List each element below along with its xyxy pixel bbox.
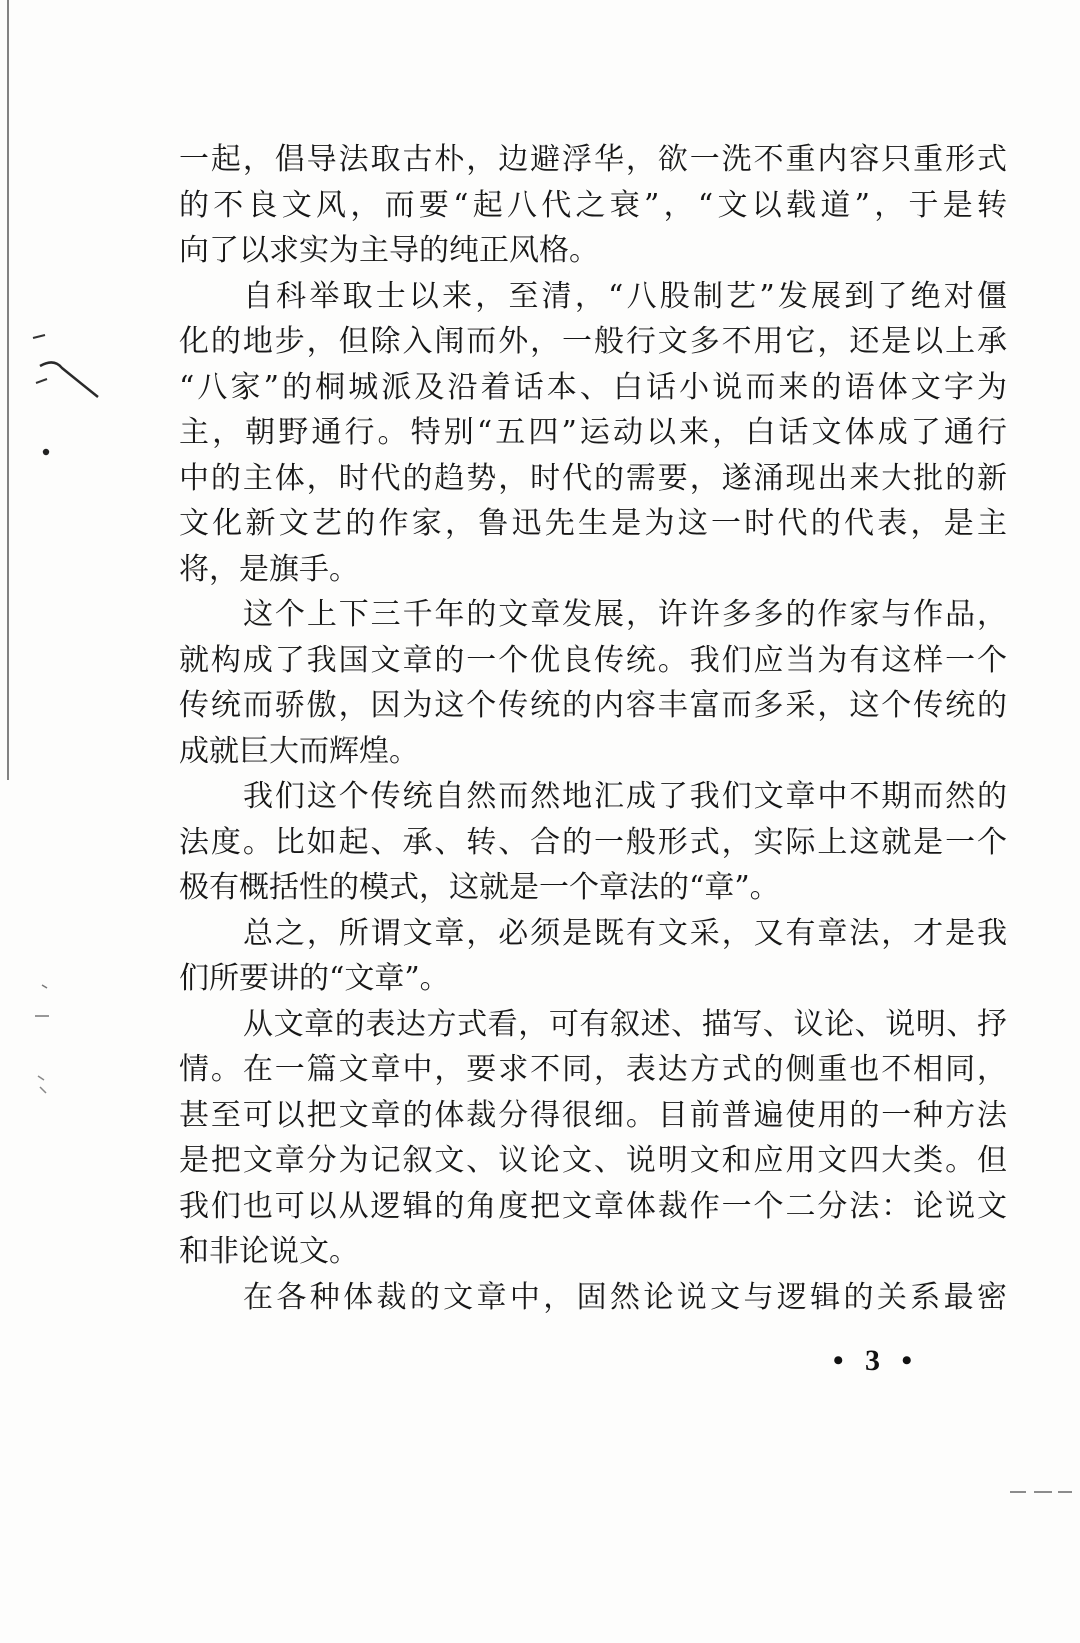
scan-corner-marks	[1000, 1480, 1076, 1500]
paragraph	[179, 1002, 1007, 1275]
text-line: 情。在一篇文章中，要求不同，表达方式的侧重也不相同，	[179, 1052, 1007, 1087]
text-line: 将，是旗手。	[179, 551, 359, 587]
text-line: 总之，所谓文章，必须是既有文采，又有章法，才是我	[243, 915, 1007, 951]
text-line: 文化新文艺的作家，鲁迅先生是为这一时代的代表，是主	[179, 506, 1007, 541]
text-line: 自科举取士以来，至清，“八股制艺”发展到了绝对僵	[243, 278, 1007, 314]
scan-speck	[43, 449, 49, 455]
text-line: 成就巨大而辉煌。	[179, 733, 419, 769]
paragraph	[179, 911, 1007, 1002]
paragraph	[179, 774, 1007, 911]
paragraph	[179, 592, 1007, 774]
text-line: 我们也可以从逻辑的角度把文章体裁作一个二分法：论说文	[179, 1188, 1007, 1224]
scan-speck	[33, 335, 45, 338]
text-line: 中的主体，时代的趋势，时代的需要，遂涌现出来大批的新	[179, 460, 1007, 496]
text-line: 从文章的表达方式看，可有叙述、描写、议论、说明、抒	[243, 1006, 1007, 1042]
text-line: 这个上下三千年的文章发展，许许多多的作家与作品，	[243, 597, 1007, 632]
scan-speck	[36, 379, 47, 383]
text-line: 的不良文风，而要“起八代之衰”，“文以载道”，于是转	[179, 187, 1007, 223]
text-line: 就构成了我国文章的一个优良传统。我们应当为有这样一个	[179, 642, 1007, 678]
text-line: 一起，倡导法取古朴，边避浮华，欲一洗不重内容只重形式	[179, 142, 1007, 177]
text-line: 甚至可以把文章的体裁分得很细。目前普遍使用的一种方法	[179, 1097, 1007, 1133]
scan-speck	[40, 362, 98, 397]
text-line: 法度。比如起、承、转、合的一般形式，实际上这就是一个	[179, 824, 1007, 860]
scan-speck	[38, 1076, 46, 1093]
text-line: 和非论说文。	[179, 1234, 359, 1269]
text-line: 极有概括性的模式，这就是一个章法的“章”。	[179, 870, 780, 905]
paragraph	[179, 274, 1007, 593]
paragraph	[179, 1275, 1007, 1321]
text-line: 是把文章分为记叙文、议论文、说明文和应用文四大类。但	[179, 1143, 1007, 1178]
scan-margin-marks	[0, 0, 120, 1643]
text-line: 们所要讲的“文章”。	[179, 961, 450, 996]
scan-speck	[42, 985, 47, 988]
text-line: 在各种体裁的文章中，固然论说文与逻辑的关系最密	[243, 1279, 1007, 1315]
text-line: 向了以求实为主导的纯正风格。	[179, 233, 599, 268]
body-text	[179, 137, 1007, 1320]
text-line: 主，朝野通行。特别“五四”运动以来，白话文体成了通行	[179, 415, 1007, 450]
text-line: 我们这个传统自然而然地汇成了我们文章中不期而然的	[243, 779, 1007, 814]
page-number: • 3 •	[833, 1344, 913, 1377]
text-line: 化的地步，但除入闱而外，一般行文多不用它，还是以上承	[179, 324, 1007, 359]
paragraph	[179, 137, 1007, 274]
text-line: 传统而骄傲，因为这个传统的内容丰富而多采，这个传统的	[179, 688, 1007, 723]
text-line: “八家”的桐城派及沿着话本、白话小说而来的语体文字为	[179, 369, 1007, 405]
